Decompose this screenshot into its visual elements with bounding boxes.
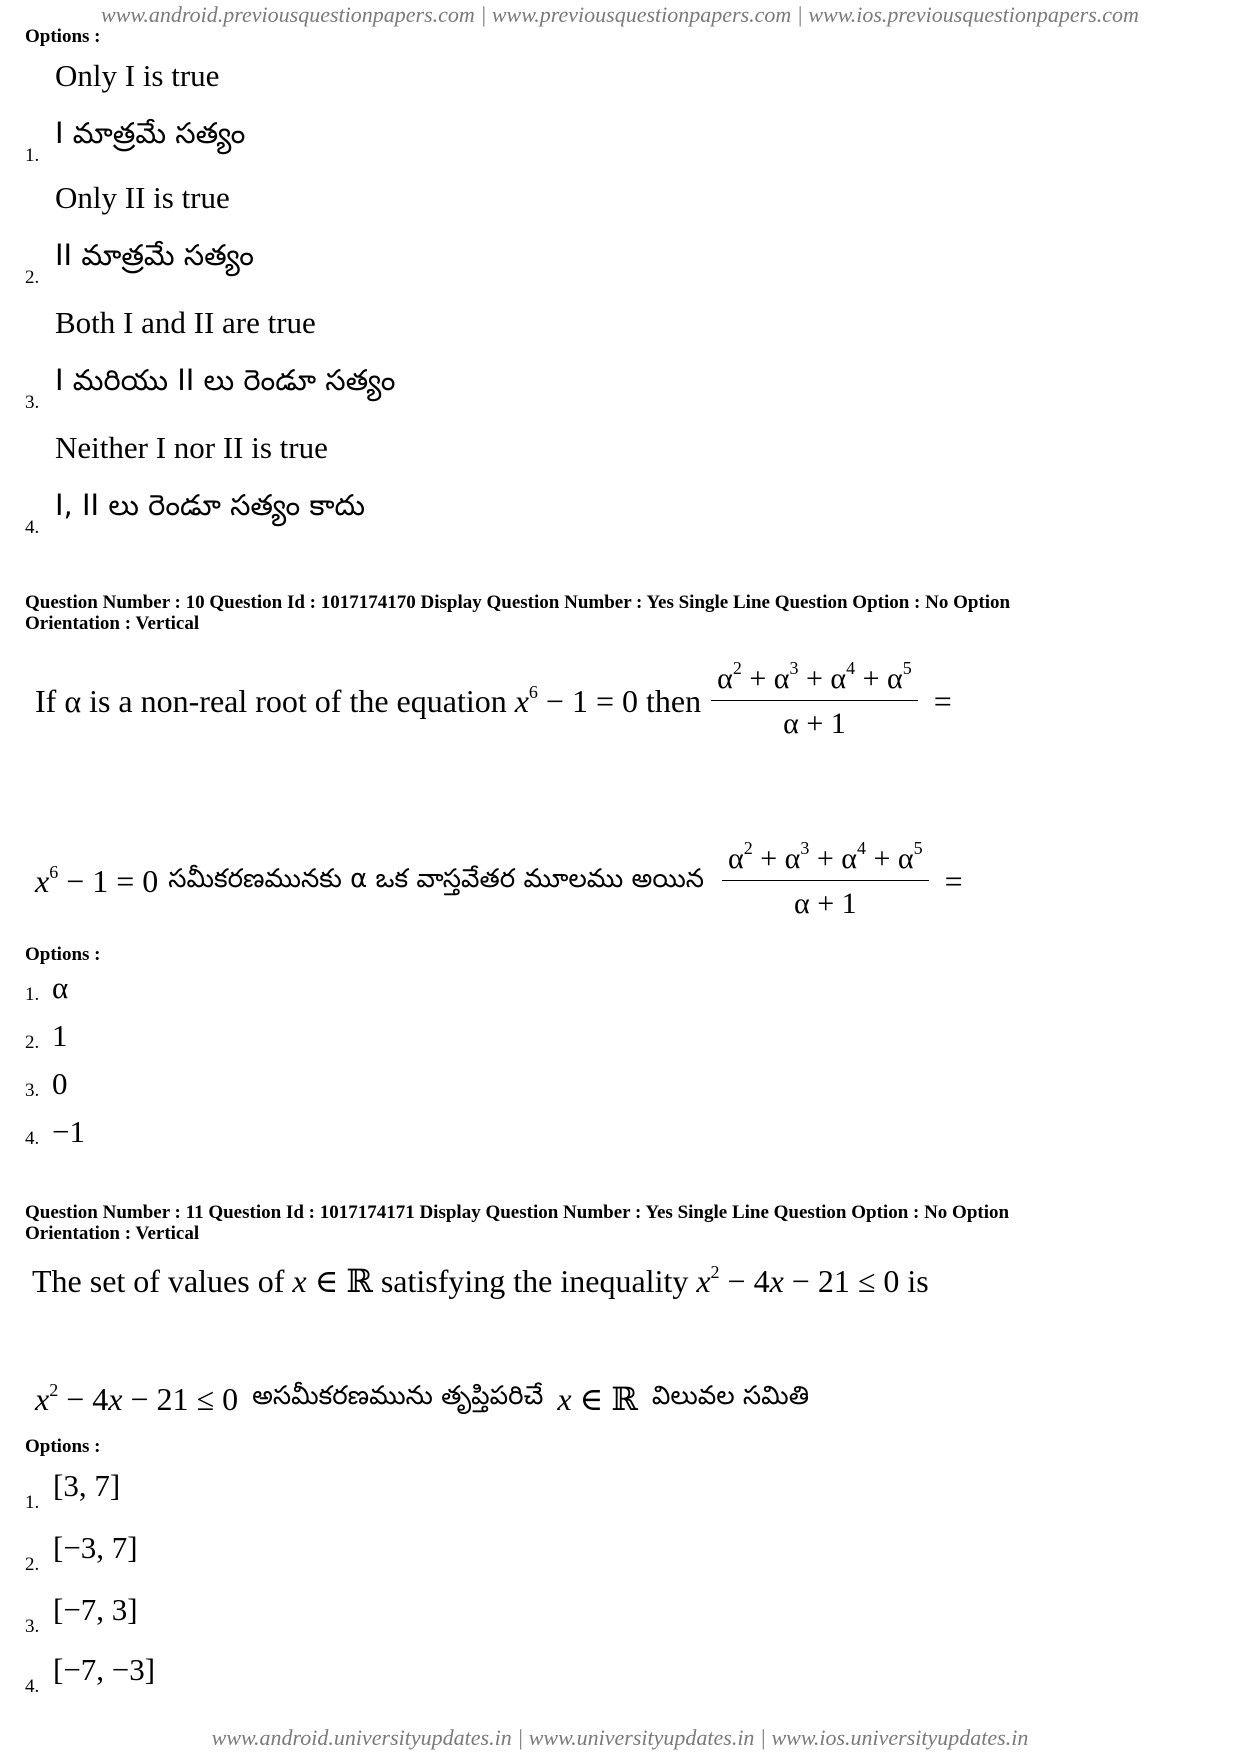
question-text: If α is a non-real root of the equation	[35, 683, 507, 719]
option-text: [−7, −3]	[53, 1652, 156, 1687]
fraction-expression: $\frac{\alpha^2 + \alpha^3 + \alpha^4 + \alpha^5}{\alpha + 1}$	[711, 660, 918, 743]
option-number: 4.	[25, 1128, 40, 1149]
options-label: Options :	[25, 26, 101, 47]
option-number: 3.	[25, 1080, 40, 1101]
question-text: The set of values of	[32, 1262, 285, 1299]
question-text-telugu: విలువల సమితి	[651, 1381, 810, 1411]
equals-sign: =	[944, 863, 963, 899]
option-english-text: Only II is true	[55, 180, 230, 215]
option-text: α	[52, 970, 69, 1005]
option-english-text: Only I is true	[55, 58, 220, 93]
equals-sign: =	[933, 683, 952, 719]
option-telugu-text: I, II లు రెండూ సత్యం కాదు	[55, 488, 366, 522]
footer-watermark: www.android.universityupdates.in | www.universityupdates.in | www.ios.universityupdates.in	[211, 1725, 1029, 1750]
question-meta-line: Orientation : Vertical	[25, 613, 200, 634]
option-number: 4.	[25, 517, 40, 538]
option-number: 3.	[25, 1616, 40, 1637]
inequality: $x^2 - 4x - 21 \le 0$	[696, 1261, 900, 1299]
fraction-expression: $\frac{\alpha^2 + \alpha^3 + \alpha^4 + \alpha^5}{\alpha + 1}$	[722, 840, 929, 923]
option-number: 1.	[25, 145, 40, 166]
option-text: −1	[52, 1114, 85, 1149]
option-telugu-text: I మరియు II లు రెండూ సత్యం	[55, 363, 396, 397]
question-11-english	[32, 1262, 929, 1300]
option-number: 1.	[25, 984, 40, 1005]
options-label: Options :	[25, 944, 101, 965]
set-membership: x ∈ ℝ	[292, 1263, 373, 1299]
option-telugu-text: II మాత్రమే సత్యం	[55, 238, 254, 272]
option-text: [−3, 7]	[53, 1530, 138, 1565]
option-number: 2.	[25, 267, 40, 288]
option-text: [3, 7]	[53, 1468, 121, 1503]
options-label: Options :	[25, 1436, 101, 1457]
inequality: $x^2 - 4x - 21 \le 0$	[35, 1379, 239, 1417]
question-text: then	[646, 683, 702, 719]
question-meta-line: Question Number : 11 Question Id : 1017174171 Display Question Number : Yes Single Line Question Option : No Option	[25, 1202, 1010, 1223]
option-number: 3.	[25, 392, 40, 413]
option-text: 1	[52, 1018, 68, 1053]
question-text-telugu: అసమీకరణమును తృప్తిపరిచే	[252, 1381, 544, 1411]
option-telugu-text: I మాత్రమే సత్యం	[55, 116, 246, 150]
equation: $x^6 - 1 = 0$	[514, 682, 639, 719]
question-11-telugu	[35, 1380, 809, 1418]
question-text-telugu: సమీకరణమునకు α ఒక వాస్తవేతర మూలము అయిన	[168, 863, 705, 894]
option-text: 0	[52, 1066, 68, 1101]
header-watermark: www.android.previousquestionpapers.com | www.previousquestionpapers.com | www.ios.previousquestionpapers.com	[101, 2, 1139, 27]
option-number: 1.	[25, 1492, 40, 1513]
equation: $x^6 - 1 = 0$	[35, 862, 159, 899]
question-text: satisfying the inequality	[380, 1262, 689, 1299]
option-number: 2.	[25, 1032, 40, 1053]
option-number: 4.	[25, 1676, 40, 1697]
question-text: is	[907, 1262, 929, 1299]
set-membership: x ∈ ℝ	[557, 1381, 638, 1417]
option-number: 2.	[25, 1554, 40, 1575]
question-11-meta	[25, 1202, 1205, 1244]
question-10-telugu	[35, 840, 963, 923]
question-meta-line: Question Number : 10 Question Id : 1017174170 Display Question Number : Yes Single Line Question Option : No Option	[25, 592, 1011, 613]
question-10-meta	[25, 592, 1205, 634]
option-english-text: Both I and II are true	[55, 305, 316, 340]
question-meta-line: Orientation : Vertical	[25, 1223, 200, 1244]
option-text: [−7, 3]	[53, 1592, 138, 1627]
option-english-text: Neither I nor II is true	[55, 430, 328, 465]
question-10-english	[35, 660, 952, 743]
